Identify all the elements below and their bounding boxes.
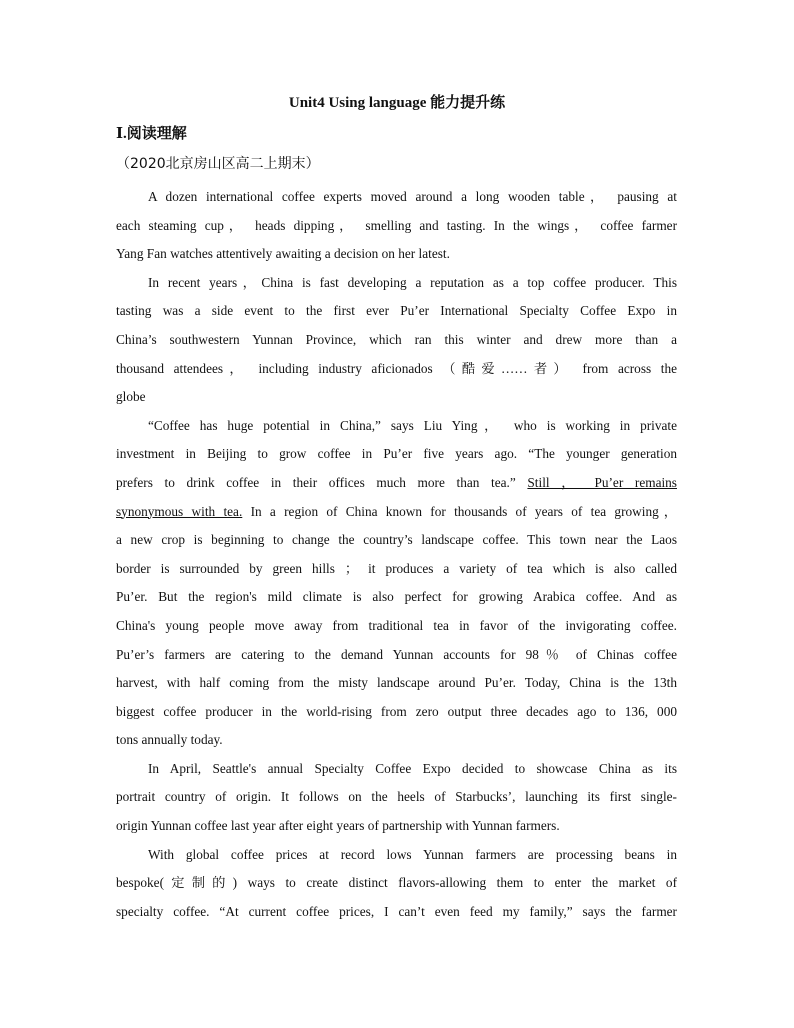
text-line: a new crop is beginning to change the country’s landscape coffee. This town near the Laos bbox=[116, 532, 677, 548]
reading-passage bbox=[116, 183, 677, 926]
text-line: tons annually today. bbox=[116, 732, 223, 748]
text-line: portrait country of origin. It follows on the heels of Starbucks’, launching its first single- bbox=[116, 789, 677, 805]
text-line: specialty coffee. “At current coffee prices, I can’t even feed my family,” says the farmer bbox=[116, 903, 677, 919]
underlined-sentence-start: Still ， Pu’er remains bbox=[527, 474, 677, 490]
underlined-sentence-end: synonymous with tea. bbox=[116, 503, 243, 519]
text-line-with-underline bbox=[116, 469, 677, 498]
text-line: bespoke(定制的) ways to create distinct flavors-allowing them to enter the market of bbox=[116, 875, 677, 891]
paragraph-4 bbox=[116, 755, 677, 841]
text-line: harvest, with half coming from the misty landscape around Pu’er. Today, China is the 13th bbox=[116, 675, 677, 691]
text-line: tasting was a side event to the first ever Pu’er International Specialty Coffee Expo in bbox=[116, 303, 677, 319]
text-line: In recent years，China is fast developing a reputation as a top coffee producer. This bbox=[148, 274, 677, 290]
exam-source: （2020北京房山区高二上期末） bbox=[116, 156, 320, 172]
paragraph-1 bbox=[116, 183, 677, 269]
text-line: Pu’er’s farmers are catering to the demand Yunnan accounts for 98％ of Chinas coffee bbox=[116, 646, 677, 662]
text-line: thousand attendees， including industry aficionados （酷爱……者） from across the bbox=[116, 360, 677, 376]
text-line: border is surrounded by green hills ； it produces a variety of tea which is also called bbox=[116, 560, 677, 576]
text-line: In April, Seattle's annual Specialty Coffee Expo decided to showcase China as its bbox=[148, 760, 677, 776]
text-segment: In a region of China known for thousands of years of tea growing， bbox=[242, 503, 677, 519]
text-line-with-underline bbox=[116, 498, 677, 527]
text-line: A dozen international coffee experts moved around a long wooden table， pausing at bbox=[148, 189, 677, 204]
text-line: globe bbox=[116, 389, 146, 405]
text-line: “Coffee has huge potential in China,” says Liu Ying， who is working in private bbox=[148, 417, 677, 433]
paragraph-2 bbox=[116, 269, 677, 412]
text-line: China’s southwestern Yunnan Province, which ran this winter and drew more than a bbox=[116, 331, 677, 347]
text-line: biggest coffee producer in the world-rising from zero output three decades ago to 136, 000 bbox=[116, 703, 677, 719]
section-heading: Ⅰ.阅读理解 bbox=[116, 126, 187, 142]
paragraph-5 bbox=[116, 841, 677, 927]
text-line: Pu’er. But the region's mild climate is also perfect for growing Arabica coffee. And as bbox=[116, 589, 677, 605]
text-line: origin Yunnan coffee last year after eight years of partnership with Yunnan farmers. bbox=[116, 818, 560, 834]
page-title: Unit4 Using language 能力提升练 bbox=[288, 95, 506, 111]
paragraph-3 bbox=[116, 412, 677, 755]
text-line: China's young people move away from traditional tea in favor of the invigorating coffee. bbox=[116, 617, 677, 633]
text-line: investment in Beijing to grow coffee in Pu’er five years ago. “The younger generation bbox=[116, 446, 677, 462]
text-line: each steaming cup， heads dipping， smelling and tasting. In the wings， coffee farmer bbox=[116, 217, 677, 233]
text-segment: prefers to drink coffee in their offices much more than tea.” bbox=[116, 474, 516, 490]
text-line: Yang Fan watches attentively awaiting a decision on her latest. bbox=[116, 246, 450, 262]
text-line: With global coffee prices at record lows Yunnan farmers are processing beans in bbox=[148, 846, 677, 862]
